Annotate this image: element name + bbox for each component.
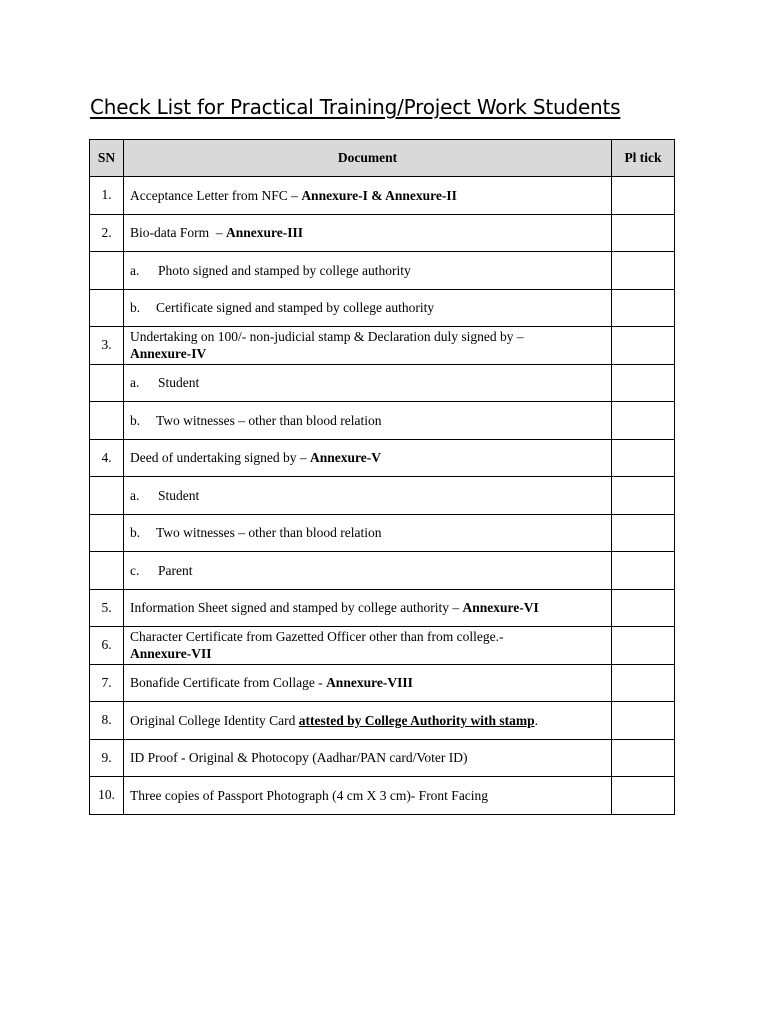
row-document: [124, 364, 612, 402]
row-sn: 10.: [90, 777, 124, 815]
row-text: Deed of undertaking signed by –: [130, 450, 310, 466]
table-row: [90, 777, 675, 815]
row-document: [124, 252, 612, 290]
row-text: Two witnesses – other than blood relation: [156, 525, 382, 541]
row-text: Student: [158, 375, 200, 391]
row-sn: [90, 289, 124, 327]
row-document: [124, 739, 612, 777]
row-sn: 2.: [90, 214, 124, 252]
row-document: [124, 589, 612, 627]
tick-cell[interactable]: [612, 214, 675, 252]
row-text: Student: [158, 487, 200, 503]
header-tick: Pl tick: [612, 140, 675, 177]
row-sn: 8.: [90, 702, 124, 740]
tick-cell[interactable]: [612, 552, 675, 590]
row-sn: [90, 364, 124, 402]
row-text: Bonafide Certificate from Collage -: [130, 675, 327, 691]
row-letter: b.: [130, 525, 141, 541]
table-row: [90, 514, 675, 552]
row-sn: 6.: [90, 627, 124, 665]
row-letter: a.: [130, 487, 140, 503]
row-sn: [90, 402, 124, 440]
tick-cell[interactable]: [612, 439, 675, 477]
table-row: [90, 702, 675, 740]
row-document: [124, 552, 612, 590]
page-title: Check List for Practical Training/Project Work Students: [90, 95, 621, 119]
row-letter: b.: [130, 412, 141, 428]
table-row: [90, 552, 675, 590]
row-text: ID Proof - Original & Photocopy (Aadhar/PAN card/Voter ID): [130, 750, 468, 766]
tick-cell[interactable]: [612, 364, 675, 402]
table-row: [90, 627, 675, 665]
row-document: [124, 777, 612, 815]
row-document: [124, 289, 612, 327]
row-document: [124, 627, 612, 665]
row-tail: .: [534, 712, 538, 728]
row-sn: 3.: [90, 327, 124, 365]
row-text: Information Sheet signed and stamped by college authority –: [130, 600, 463, 616]
row-letter: b.: [130, 300, 141, 316]
tick-cell[interactable]: [612, 702, 675, 740]
tick-cell[interactable]: [612, 327, 675, 365]
table-row: [90, 477, 675, 515]
row-text: Certificate signed and stamped by college authority: [156, 300, 435, 316]
row-annexure: Annexure-VI: [462, 600, 539, 616]
tick-cell[interactable]: [612, 627, 675, 665]
table-header-row: [90, 140, 675, 177]
row-sn: [90, 477, 124, 515]
tick-cell[interactable]: [612, 514, 675, 552]
table-row: [90, 364, 675, 402]
table-row: [90, 739, 675, 777]
row-sn: [90, 252, 124, 290]
tick-cell[interactable]: [612, 177, 675, 215]
row-text: Bio-data Form –: [130, 225, 226, 241]
row-letter: c.: [130, 562, 140, 578]
tick-cell[interactable]: [612, 402, 675, 440]
row-text: Undertaking on 100/- non-judicial stamp & Declaration duly signed by –: [130, 329, 524, 345]
row-annexure: Annexure-I & Annexure-II: [301, 187, 457, 203]
row-document: [124, 439, 612, 477]
table-row: [90, 252, 675, 290]
row-annexure: Annexure-VII: [130, 646, 212, 662]
row-letter: a.: [130, 375, 140, 391]
row-text: Acceptance Letter from NFC –: [130, 187, 302, 203]
tick-cell[interactable]: [612, 477, 675, 515]
row-text: Photo signed and stamped by college authority: [158, 262, 411, 278]
row-sn: [90, 514, 124, 552]
table-row: [90, 589, 675, 627]
row-document: [124, 514, 612, 552]
tick-cell[interactable]: [612, 739, 675, 777]
row-document: [124, 214, 612, 252]
table-row: [90, 214, 675, 252]
table-row: [90, 327, 675, 365]
row-sn: 1.: [90, 177, 124, 215]
table-row: [90, 439, 675, 477]
table-row: [90, 664, 675, 702]
row-document: [124, 327, 612, 365]
row-text: Two witnesses – other than blood relation: [156, 412, 382, 428]
row-annexure: Annexure-VIII: [326, 675, 413, 691]
row-text: Three copies of Passport Photograph (4 cm X 3 cm)- Front Facing: [130, 787, 489, 803]
row-emphasis: attested by College Authority with stamp: [298, 712, 535, 728]
row-letter: a.: [130, 262, 140, 278]
row-sn: 7.: [90, 664, 124, 702]
table-row: [90, 402, 675, 440]
row-annexure: Annexure-IV: [130, 346, 207, 362]
tick-cell[interactable]: [612, 252, 675, 290]
row-sn: [90, 552, 124, 590]
tick-cell[interactable]: [612, 589, 675, 627]
row-sn: 5.: [90, 589, 124, 627]
tick-cell[interactable]: [612, 664, 675, 702]
row-sn: 4.: [90, 439, 124, 477]
tick-cell[interactable]: [612, 289, 675, 327]
row-document: [124, 664, 612, 702]
row-document: [124, 702, 612, 740]
row-text: Original College Identity Card: [130, 712, 299, 728]
row-annexure: Annexure-III: [226, 225, 304, 241]
row-sn: 9.: [90, 739, 124, 777]
tick-cell[interactable]: [612, 777, 675, 815]
row-annexure: Annexure-V: [309, 450, 381, 466]
row-document: [124, 477, 612, 515]
header-sn: SN: [90, 140, 124, 177]
row-document: [124, 177, 612, 215]
header-document: Document: [124, 140, 612, 177]
row-document: [124, 402, 612, 440]
table-row: [90, 289, 675, 327]
row-text: Character Certificate from Gazetted Officer other than from college.-: [130, 629, 504, 645]
checklist-table: [89, 139, 675, 815]
table-row: [90, 177, 675, 215]
row-text: Parent: [158, 562, 193, 578]
